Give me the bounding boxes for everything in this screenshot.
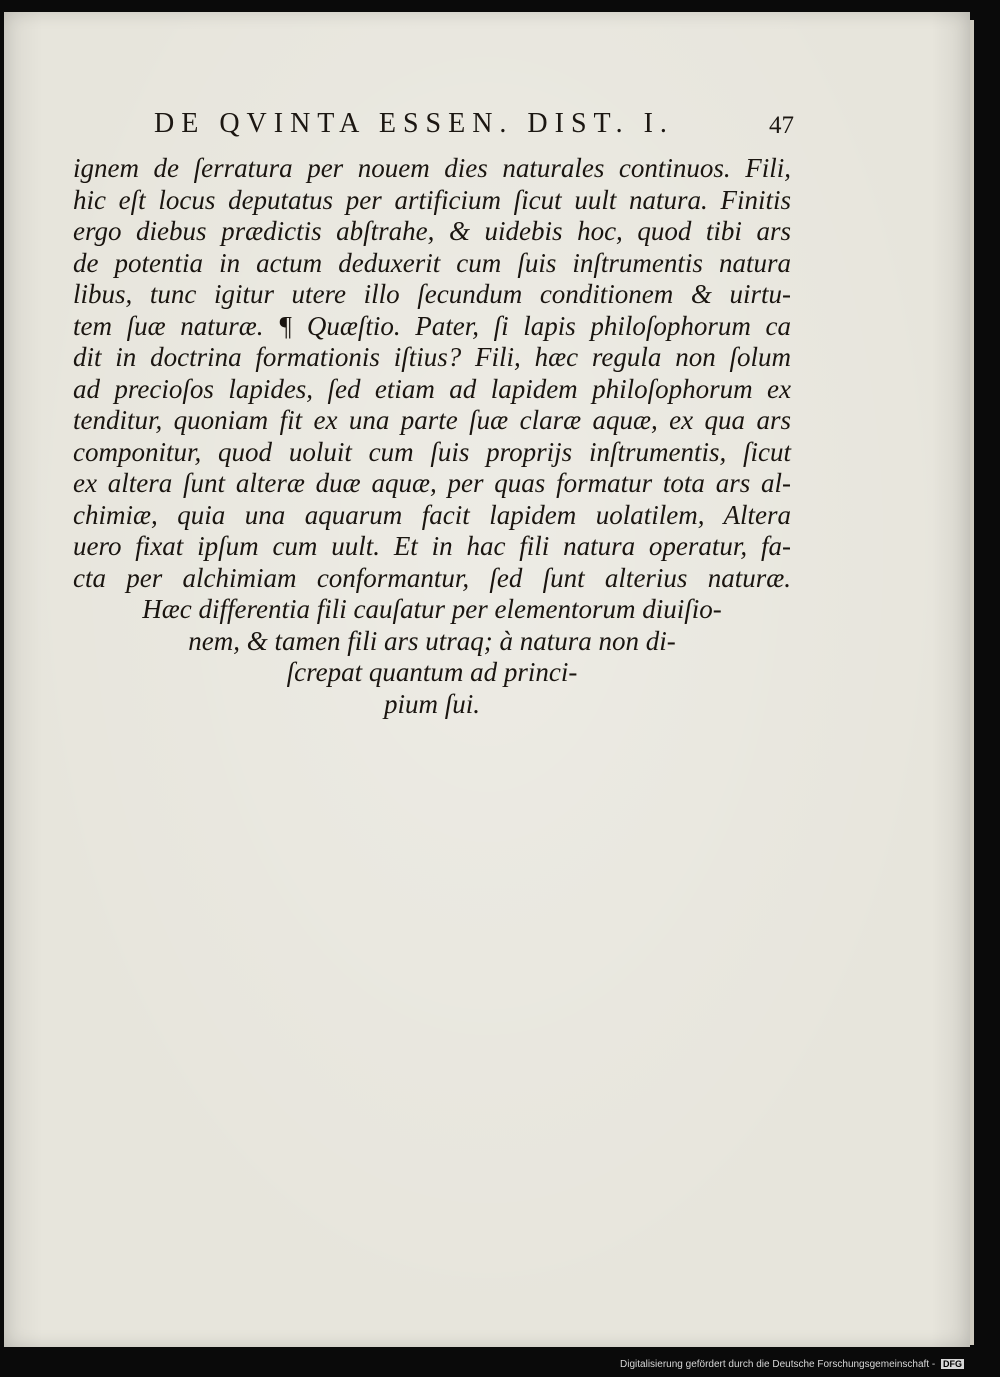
page-number: 47	[769, 112, 794, 139]
credit-text: Digitalisierung gefördert durch die Deutsche Forschungsgemeinschaft -	[620, 1359, 936, 1370]
digitization-credit	[620, 1359, 964, 1370]
text-line: libus, tunc igitur utere illo ſecundum conditionem & uirtu-	[73, 279, 791, 309]
tail-line: Hæc differentia fili cauſatur per elementorum diuiſio-	[142, 594, 722, 624]
text-line: de potentia in actum deduxerit cum ſuis inſtrumentis natura	[73, 247, 791, 278]
body-text	[73, 153, 791, 720]
tail-line: ſcrepat quantum ad princi-	[286, 657, 578, 687]
text-line: ex altera ſunt alteræ duæ aquæ, per quas formatur tota ars al-	[73, 468, 791, 498]
dfg-logo: DFG	[943, 1359, 962, 1370]
text-line: ad precioſos lapides, ſed etiam ad lapidem philoſophorum ex	[73, 373, 791, 404]
book-page	[4, 12, 970, 1347]
tail-line: nem, & tamen fili ars utraq; à natura non di-	[188, 625, 676, 656]
text-line: tenditur, quoniam fit ex una parte ſuæ claræ aquæ, ex qua ars	[73, 405, 791, 435]
text-line: dit in doctrina formationis iſtius? Fili, hæc regula non ſolum	[73, 342, 791, 372]
text-line: tem ſuæ naturæ. ¶ Quæſtio. Pater, ſi lapis philoſophorum ca	[73, 310, 791, 341]
text-line: hic eſt locus deputatus per artificium ſicut uult natura. Finitis	[73, 184, 791, 215]
text-line: ignem de ſerratura per nouem dies naturales continuos. Fili,	[73, 153, 791, 183]
text-line: ergo diebus prædictis abſtrahe, & uidebis hoc, quod tibi ars	[73, 216, 791, 246]
text-line: componitur, quod uoluit cum ſuis proprijs inſtrumentis, ſicut	[73, 436, 791, 467]
text-line: chimiæ, quia una aquarum facit lapidem uolatilem, Altera	[73, 499, 791, 530]
text-line: cta per alchimiam conformantur, ſed ſunt alterius naturæ.	[73, 562, 791, 593]
text-line: uero fixat ipſum cum uult. Et in hac fili natura operatur, fa-	[73, 531, 791, 561]
tail-line: pium ſui.	[383, 688, 480, 719]
running-title: DE QVINTA ESSEN. DIST. I.	[154, 108, 674, 139]
running-head	[154, 108, 794, 148]
